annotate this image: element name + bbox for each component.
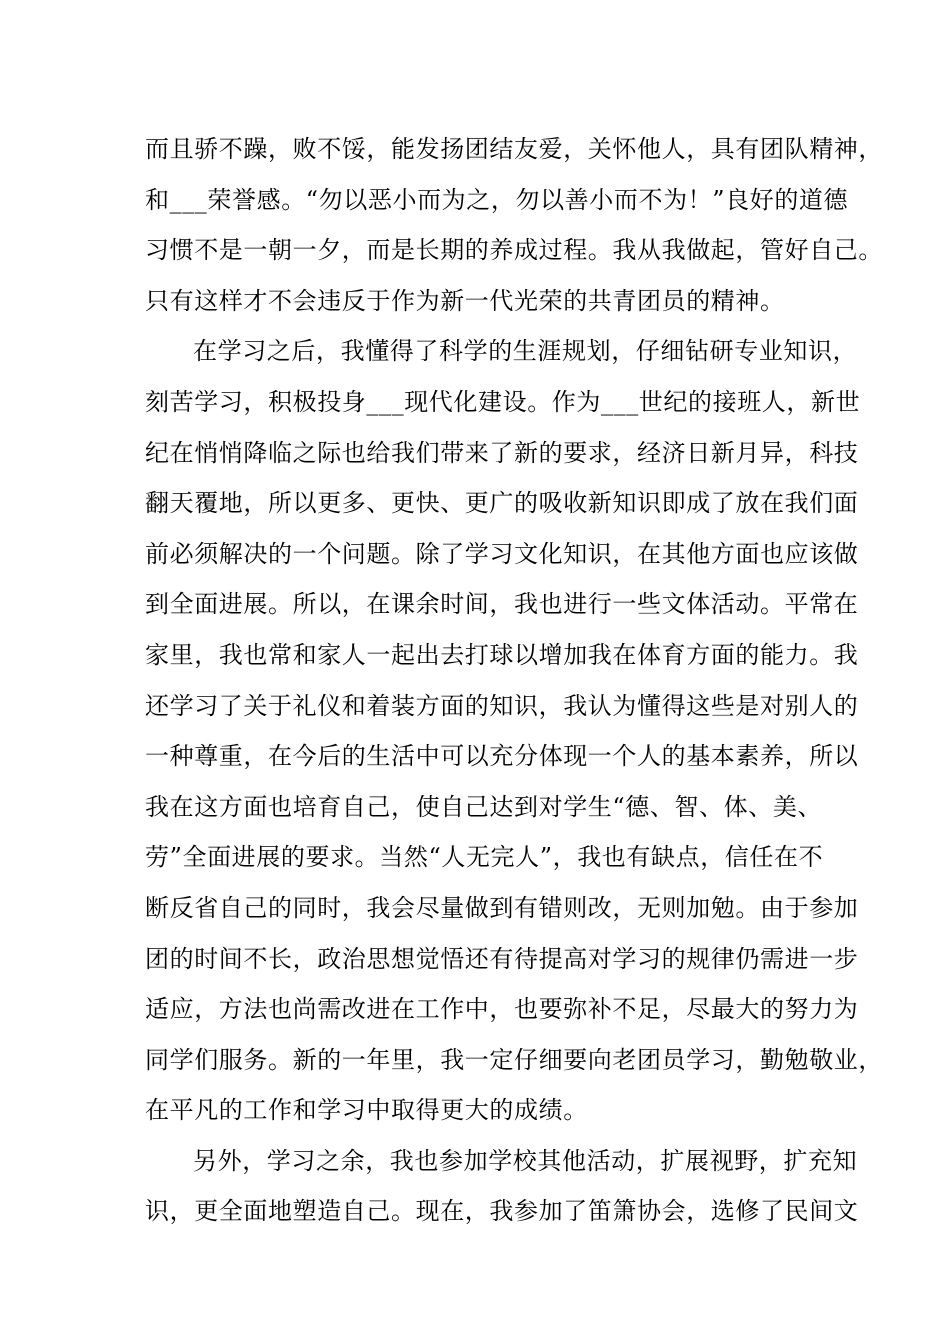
text-line: 断反省自己的同时，我会尽量做到有错则改，无则加勉。由于参加 [145, 893, 859, 922]
text-line: 识，更全面地塑造自己。现在，我参加了笛箫协会，选修了民间文 [145, 1197, 859, 1226]
text-line: 和___荣誉感。“勿以恶小而为之，勿以善小而不为！”良好的道德 [145, 185, 849, 214]
text-line: 前必须解决的一个问题。除了学习文化知识，在其他方面也应该做 [145, 539, 859, 568]
text-line: 刻苦学习，积极投身___现代化建设。作为___世纪的接班人，新世 [145, 387, 861, 416]
text-line: 团的时间不长，政治思想觉悟还有待提高对学习的规律仍需进一步 [145, 944, 859, 973]
text-line: 习惯不是一朝一夕，而是长期的养成过程。我从我做起，管好自己。 [145, 236, 883, 265]
text-line: 同学们服务。新的一年里，我一定仔细要向老团员学习，勤勉敬业， [145, 1045, 883, 1074]
paragraph-first-line: 在学习之后，我懂得了科学的生涯规划，仔细钻研专业知识， [193, 337, 858, 366]
text-line: 纪在悄悄降临之际也给我们带来了新的要求，经济日新月异，科技 [145, 438, 859, 467]
text-line: 劳”全面进展的要求。当然“人无完人”，我也有缺点，信任在不 [145, 843, 824, 872]
text-line: 翻天覆地，所以更多、更快、更广的吸收新知识即成了放在我们面 [145, 489, 859, 518]
text-line: 只有这样才不会违反于作为新一代光荣的共青团员的精神。 [145, 286, 785, 315]
paragraph-first-line: 另外，学习之余，我也参加学校其他活动，扩展视野，扩充知 [193, 1146, 858, 1175]
body-text [145, 124, 883, 1237]
text-line: 家里，我也常和家人一起出去打球以增加我在体育方面的能力。我 [145, 640, 859, 669]
text-line: 而且骄不躁，败不馁，能发扬团结友爱，关怀他人，具有团队精神， [145, 135, 883, 163]
text-line: 到全面进展。所以，在课余时间，我也进行一些文体活动。平常在 [145, 590, 859, 619]
text-line: 适应，方法也尚需改进在工作中，也要弥补不足，尽最大的努力为 [145, 995, 859, 1024]
text-line: 一种尊重，在今后的生活中可以充分体现一个人的基本素养，所以 [145, 742, 859, 771]
text-line: 还学习了关于礼仪和着装方面的知识，我认为懂得这些是对别人的 [145, 691, 859, 720]
text-line: 在平凡的工作和学习中取得更大的成绩。 [145, 1096, 588, 1125]
text-line: 我在这方面也培育自己，使自己达到对学生“德、智、体、美、 [145, 792, 823, 821]
